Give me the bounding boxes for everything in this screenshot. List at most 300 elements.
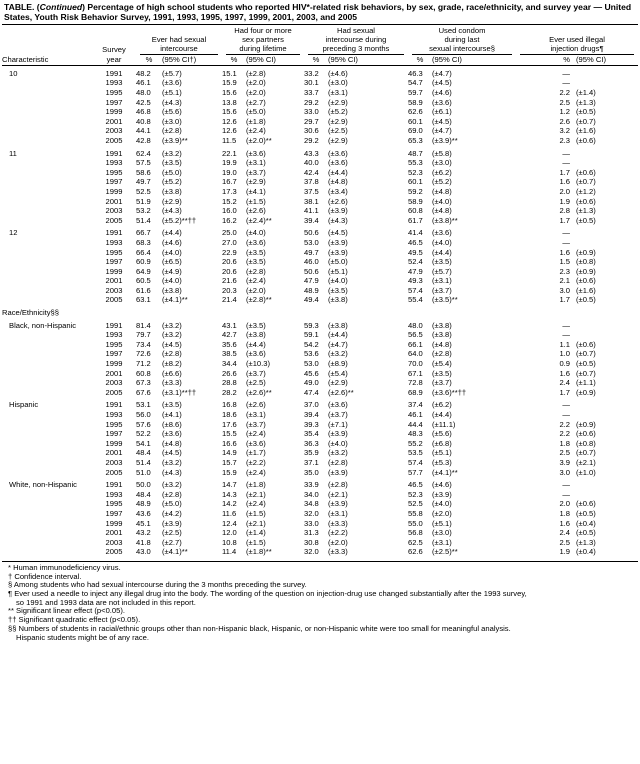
- table-row: [2, 248, 638, 258]
- cell-percent: 53.6: [304, 349, 319, 359]
- cell-percent: 33.7: [304, 88, 319, 97]
- cell-ci: (±2.7): [246, 97, 266, 107]
- cell-percent: 15.2: [222, 196, 237, 206]
- cell-ci: (±4.5): [432, 78, 452, 88]
- cell-percent: 55.3: [408, 158, 423, 168]
- cell-percent: 52.2: [136, 429, 151, 439]
- cell-ci: (±2.0): [246, 78, 266, 88]
- cell-percent: 28.8: [222, 378, 237, 388]
- cell-percent: 2.0: [559, 499, 571, 509]
- cell-percent: 61.6: [136, 285, 151, 295]
- cell-ci: (±0.5): [576, 295, 596, 305]
- cell-ci: (±2.2): [328, 528, 348, 538]
- cell-percent: 47.4: [304, 387, 319, 397]
- cell-ci: (±3.7): [432, 285, 452, 295]
- cell-ci: (±3.0): [328, 78, 348, 88]
- table-row: [2, 136, 638, 146]
- row-year: 1997: [105, 97, 123, 107]
- cell-ci: (±2.1): [246, 518, 266, 528]
- cell-percent: 58.9: [408, 97, 423, 107]
- cell-ci: (±3.5): [246, 257, 266, 267]
- table-row: [2, 78, 638, 88]
- cell-percent: 26.6: [222, 368, 237, 378]
- row-characteristic: [2, 378, 92, 388]
- cell-ci: (±6.8): [432, 438, 452, 448]
- cell-ci: (±0.6): [576, 135, 596, 145]
- cell-ci: (±1.8): [246, 480, 266, 490]
- table-row: [2, 477, 638, 490]
- table-row: [2, 88, 638, 98]
- header-ci-1: (95% CI†): [162, 55, 222, 66]
- table-row: [2, 107, 638, 117]
- cell-ci: (±0.9): [576, 419, 596, 429]
- row-characteristic: [2, 238, 92, 248]
- cell-percent: 62.6: [408, 547, 423, 557]
- cell-ci: (±3.7): [246, 419, 266, 429]
- cell-percent: 60.9: [136, 257, 151, 267]
- cell-percent: —: [562, 410, 571, 419]
- cell-ci: (±4.5): [432, 116, 452, 126]
- cell-ci: [576, 330, 638, 340]
- cell-ci: (±2.4): [246, 499, 266, 509]
- cell-percent: —: [562, 148, 571, 158]
- header-ci-3: (95% CI): [328, 55, 408, 66]
- cell-percent: —: [562, 68, 571, 78]
- cell-percent: 51.0: [136, 467, 151, 477]
- cell-ci: (±0.5): [576, 359, 596, 369]
- cell-ci: (±0.7): [576, 448, 596, 458]
- row-characteristic: [2, 197, 92, 207]
- cell-percent: 48.3: [408, 429, 423, 439]
- cell-percent: 1.6: [559, 247, 571, 257]
- cell-ci: (±2.4): [246, 276, 266, 286]
- cell-ci: (±3.6): [246, 237, 266, 247]
- table-header: [2, 25, 638, 66]
- cell-percent: 1.6: [559, 518, 571, 528]
- cell-percent: 37.4: [408, 400, 423, 410]
- table-row: [2, 257, 638, 267]
- cell-ci: (±0.4): [576, 547, 596, 557]
- cell-ci: (±3.1): [328, 88, 348, 97]
- header-group-4-line3: sexual intercourse§: [412, 44, 512, 54]
- cell-ci: (±3.1): [246, 410, 266, 419]
- cell-ci: (±3.9)**: [162, 135, 188, 145]
- row-characteristic: [2, 158, 92, 168]
- cell-percent: 53.1: [136, 400, 151, 410]
- cell-ci: (±2.0): [328, 537, 348, 547]
- cell-percent: 42.4: [304, 167, 319, 177]
- row-year: 1999: [105, 518, 123, 528]
- cell-ci: (±3.2): [328, 349, 348, 359]
- cell-percent: 14.9: [222, 448, 237, 458]
- cell-percent: 60.8: [408, 206, 423, 216]
- cell-percent: 14.3: [222, 489, 237, 499]
- cell-percent: 37.5: [304, 186, 319, 196]
- cell-ci: (±3.6): [246, 438, 266, 448]
- cell-ci: (±3.2): [162, 457, 182, 467]
- cell-percent: 52.3: [408, 489, 423, 499]
- row-characteristic: [2, 410, 92, 420]
- cell-ci: (±6.5): [162, 257, 182, 267]
- cell-percent: 58.6: [136, 167, 151, 177]
- cell-ci: (±4.9): [162, 266, 182, 276]
- cell-percent: 63.1: [136, 295, 151, 305]
- row-year: 1993: [105, 78, 123, 88]
- cell-percent: 1.7: [559, 295, 571, 305]
- cell-percent: 68.3: [136, 237, 151, 247]
- cell-ci: (±2.1): [328, 489, 348, 499]
- row-year: 2005: [105, 387, 123, 397]
- cell-percent: 11.6: [222, 508, 237, 518]
- cell-ci: (±3.3): [328, 518, 348, 528]
- row-characteristic: [2, 429, 92, 439]
- cell-ci: (±5.2): [328, 107, 348, 117]
- cell-ci: (±5.6): [162, 107, 182, 117]
- header-group-4-line2: during last: [444, 35, 480, 45]
- row-year: 1991: [105, 148, 123, 158]
- row-characteristic: [2, 78, 92, 88]
- cell-percent: 19.9: [222, 158, 237, 168]
- header-pct-5: %: [516, 55, 576, 66]
- cell-ci: (±3.7): [246, 167, 266, 177]
- row-year: 1991: [105, 228, 123, 238]
- cell-ci: (±2.7): [162, 537, 182, 547]
- header-group-1-line1: [136, 25, 222, 36]
- cell-percent: —: [562, 228, 571, 238]
- cell-ci: (±3.4): [328, 186, 348, 196]
- cell-percent: 60.8: [136, 368, 151, 378]
- cell-ci: (±3.8): [432, 320, 452, 330]
- cell-ci: (±4.6): [328, 68, 348, 78]
- cell-ci: (±1.4): [246, 528, 266, 538]
- cell-ci: (±1.3): [576, 206, 596, 216]
- cell-ci: (±3.0): [432, 158, 452, 168]
- cell-ci: (±4.7): [432, 68, 452, 78]
- row-characteristic: Black, non-Hispanic: [9, 320, 77, 330]
- cell-percent: 31.3: [304, 528, 319, 538]
- cell-percent: 15.7: [222, 457, 237, 467]
- header-pct-2: %: [222, 55, 246, 66]
- cell-ci: (±3.9)**: [432, 135, 458, 145]
- cell-percent: 43.6: [136, 508, 151, 518]
- cell-percent: 45.1: [136, 518, 151, 528]
- row-year: 2001: [105, 368, 123, 378]
- footnote: § Among students who had sexual intercourse during the 3 months preceding the survey.: [8, 580, 307, 590]
- cell-ci: (±3.2): [328, 448, 348, 458]
- cell-percent: 18.6: [222, 410, 237, 419]
- cell-ci: (±2.4): [246, 467, 266, 477]
- table-row: [2, 388, 638, 398]
- cell-ci: (±3.9): [432, 489, 452, 499]
- cell-ci: (±1.5): [246, 508, 266, 518]
- cell-percent: 37.8: [304, 177, 319, 187]
- table-row: [2, 420, 638, 430]
- cell-percent: 2.5: [559, 448, 571, 458]
- cell-ci: (±3.8): [432, 330, 452, 340]
- cell-percent: 52.3: [408, 167, 423, 177]
- title-prefix: TABLE. (: [4, 2, 40, 12]
- cell-percent: 34.8: [304, 499, 319, 509]
- cell-ci: (±3.0): [162, 116, 182, 126]
- cell-percent: 28.2: [222, 387, 237, 397]
- table-row: [2, 197, 638, 207]
- cell-percent: 39.4: [304, 215, 319, 225]
- row-year: 2001: [105, 196, 123, 206]
- cell-ci: (±6.6): [162, 368, 182, 378]
- cell-percent: 33.0: [304, 107, 319, 117]
- cell-percent: 67.6: [136, 387, 151, 397]
- row-characteristic: [2, 187, 92, 197]
- cell-ci: [576, 225, 638, 238]
- cell-ci: (±2.9): [162, 196, 182, 206]
- cell-percent: 15.1: [222, 68, 237, 78]
- table-row: [2, 177, 638, 187]
- cell-percent: 46.1: [136, 78, 151, 88]
- row-year: 2001: [105, 448, 123, 458]
- cell-percent: 15.9: [222, 467, 237, 477]
- cell-ci: (±5.2): [432, 177, 452, 187]
- cell-percent: 50.6: [304, 266, 319, 276]
- table-row: [2, 267, 638, 277]
- footnote: †† Significant quadratic effect (p<0.05).: [8, 615, 141, 625]
- data-table: [2, 24, 638, 557]
- cell-percent: 46.0: [304, 257, 319, 267]
- cell-ci: (±4.8): [432, 339, 452, 349]
- row-characteristic: [2, 267, 92, 277]
- cell-percent: 49.7: [304, 247, 319, 257]
- table-row: [2, 359, 638, 369]
- cell-ci: (±2.0)**: [246, 135, 272, 145]
- row-year: 1991: [105, 68, 123, 78]
- cell-ci: (±5.4): [432, 359, 452, 369]
- cell-percent: 35.9: [304, 448, 319, 458]
- row-characteristic: [2, 286, 92, 296]
- footnote: ** Significant linear effect (p<0.05).: [8, 606, 125, 616]
- cell-percent: 32.0: [304, 508, 319, 518]
- cell-ci: (±3.6): [328, 158, 348, 168]
- cell-ci: (±5.0): [246, 107, 266, 117]
- cell-percent: 60.1: [408, 116, 423, 126]
- cell-percent: 14.2: [222, 499, 237, 509]
- cell-percent: 3.0: [559, 285, 571, 295]
- cell-ci: (±5.1): [162, 88, 182, 97]
- cell-ci: (±3.8)**: [432, 215, 458, 225]
- cell-ci: (±4.3): [328, 215, 348, 225]
- cell-ci: (±4.7): [328, 339, 348, 349]
- cell-ci: (±4.2): [162, 508, 182, 518]
- cell-percent: 15.9: [222, 78, 237, 88]
- cell-ci: (±1.1): [576, 378, 596, 388]
- table-row: [2, 98, 638, 108]
- cell-ci: (±4.0): [432, 237, 452, 247]
- table-body: [2, 65, 638, 557]
- cell-ci: (±3.9): [328, 247, 348, 257]
- header-ci-4: (95% CI): [432, 55, 516, 66]
- cell-percent: 61.7: [408, 215, 423, 225]
- cell-percent: 72.6: [136, 349, 151, 359]
- table-row: [2, 318, 638, 331]
- cell-ci: (±3.1): [246, 158, 266, 168]
- row-year: 1999: [105, 359, 123, 369]
- cell-percent: 48.4: [136, 448, 151, 458]
- cell-ci: [576, 477, 638, 490]
- row-year: 1995: [105, 167, 123, 177]
- cell-percent: 1.6: [559, 368, 571, 378]
- table-row: [2, 65, 638, 78]
- cell-ci: (±2.5): [246, 378, 266, 388]
- row-year: 1993: [105, 158, 123, 168]
- cell-percent: 2.6: [559, 116, 571, 126]
- table-row: [2, 216, 638, 226]
- cell-ci: (±3.2): [162, 480, 182, 490]
- cell-percent: 41.1: [304, 206, 319, 216]
- cell-ci: (±0.5): [576, 508, 596, 518]
- header-group-2-line3: during lifetime: [226, 44, 300, 54]
- cell-ci: (±3.6): [328, 148, 348, 158]
- cell-percent: 54.2: [304, 339, 319, 349]
- cell-ci: (±2.4): [246, 126, 266, 136]
- title-rest: ) Percentage of high school students who reported HIV*-related risk behaviors, by sex, grade, race/ethnicity, and survey year — United States, Youth Risk Behavior Survey, 1991, 1993, 1995, 1997, 1999, 2001, 2003, and 2005: [4, 2, 632, 22]
- row-year: 1993: [105, 330, 123, 340]
- cell-ci: (±3.2): [162, 148, 182, 158]
- cell-percent: 48.0: [136, 88, 151, 97]
- cell-percent: 2.4: [559, 378, 571, 388]
- row-year: 1991: [105, 400, 123, 410]
- cell-percent: 59.2: [408, 186, 423, 196]
- cell-ci: (±3.5): [162, 400, 182, 410]
- cell-percent: 22.1: [222, 148, 237, 158]
- cell-percent: 47.9: [304, 276, 319, 286]
- cell-ci: (±3.9): [328, 429, 348, 439]
- cell-ci: (±8.6): [162, 419, 182, 429]
- cell-percent: 48.7: [408, 148, 423, 158]
- row-characteristic: [2, 276, 92, 286]
- cell-percent: 27.0: [222, 237, 237, 247]
- row-year: 1997: [105, 177, 123, 187]
- cell-ci: (±5.7): [432, 266, 452, 276]
- cell-percent: 79.7: [136, 330, 151, 340]
- row-characteristic: [2, 216, 92, 226]
- cell-percent: 68.9: [408, 387, 423, 397]
- cell-percent: 46.5: [408, 480, 423, 490]
- cell-percent: 34.0: [304, 489, 319, 499]
- cell-ci: (±3.5)**: [432, 295, 458, 305]
- row-year: 1999: [105, 107, 123, 117]
- cell-percent: 38.1: [304, 196, 319, 206]
- cell-percent: 69.0: [408, 126, 423, 136]
- cell-percent: 12.4: [222, 518, 237, 528]
- cell-ci: (±3.9): [328, 206, 348, 216]
- cell-ci: [576, 146, 638, 159]
- header-group-5-line1: [516, 25, 638, 36]
- cell-ci: (±3.3): [328, 547, 348, 557]
- table-row: [2, 349, 638, 359]
- table-row: [2, 519, 638, 529]
- cell-ci: (±3.9): [328, 499, 348, 509]
- cell-ci: (±1.8): [246, 116, 266, 126]
- cell-percent: 2.8: [559, 206, 571, 216]
- cell-ci: (±3.5): [432, 368, 452, 378]
- cell-ci: (±5.0): [162, 499, 182, 509]
- cell-ci: (±0.9): [576, 387, 596, 397]
- cell-ci: (±4.6): [432, 88, 452, 97]
- cell-percent: 37.0: [304, 400, 319, 410]
- cell-ci: (±3.5): [246, 247, 266, 257]
- row-characteristic: [2, 448, 92, 458]
- cell-percent: 53.0: [304, 359, 319, 369]
- cell-ci: (±6.2): [432, 400, 452, 410]
- table-row: [2, 330, 638, 340]
- header-group-5-line2: Ever used illegal: [549, 35, 605, 45]
- row-characteristic: [2, 388, 92, 398]
- cell-ci: (±0.6): [576, 167, 596, 177]
- cell-ci: (±2.4)**: [246, 215, 272, 225]
- row-characteristic: [2, 206, 92, 216]
- cell-ci: [576, 158, 638, 168]
- table-row: [2, 538, 638, 548]
- cell-percent: 49.7: [136, 177, 151, 187]
- cell-ci: (±3.6): [246, 349, 266, 359]
- cell-percent: 12.6: [222, 116, 237, 126]
- cell-ci: (±3.3): [162, 378, 182, 388]
- cell-ci: (±2.9): [328, 97, 348, 107]
- cell-percent: —: [562, 489, 571, 499]
- cell-ci: (±3.5): [328, 285, 348, 295]
- section-label: Race/Ethnicity§§: [2, 308, 59, 318]
- table-row: [2, 206, 638, 216]
- cell-ci: (±2.6)**: [328, 387, 354, 397]
- row-year: 2005: [105, 467, 123, 477]
- cell-percent: 19.0: [222, 167, 237, 177]
- cell-percent: 17.3: [222, 186, 237, 196]
- cell-ci: (±0.8): [576, 257, 596, 267]
- cell-ci: (±0.5): [576, 107, 596, 117]
- header-group-2-line1: Had four or more: [222, 25, 304, 36]
- cell-ci: (±3.6): [432, 97, 452, 107]
- row-year: 2001: [105, 276, 123, 286]
- cell-percent: 46.5: [408, 237, 423, 247]
- cell-ci: (±0.7): [576, 116, 596, 126]
- cell-ci: (±5.1): [432, 518, 452, 528]
- cell-ci: (±4.0): [162, 247, 182, 257]
- cell-ci: (±2.8): [162, 349, 182, 359]
- cell-ci: (±5.0): [162, 167, 182, 177]
- cell-ci: (±3.9): [328, 237, 348, 247]
- cell-ci: (±4.4): [432, 410, 452, 419]
- row-characteristic: [2, 490, 92, 500]
- row-year: 1997: [105, 508, 123, 518]
- cell-percent: —: [562, 158, 571, 168]
- cell-percent: 67.1: [408, 368, 423, 378]
- cell-percent: 32.0: [304, 547, 319, 557]
- cell-ci: (±0.9): [576, 266, 596, 276]
- row-year: 2005: [105, 295, 123, 305]
- cell-ci: (±2.2): [246, 457, 266, 467]
- cell-percent: 62.6: [408, 107, 423, 117]
- cell-percent: 62.5: [408, 537, 423, 547]
- cell-percent: 67.3: [136, 378, 151, 388]
- row-characteristic: 11: [9, 148, 17, 158]
- cell-ci: (±2.6): [246, 206, 266, 216]
- cell-ci: (±3.6): [328, 400, 348, 410]
- cell-ci: [576, 397, 638, 410]
- header-pct-4: %: [408, 55, 432, 66]
- cell-ci: (±1.3): [576, 97, 596, 107]
- cell-percent: 39.3: [304, 419, 319, 429]
- row-year: 2005: [105, 135, 123, 145]
- cell-percent: 15.5: [222, 429, 237, 439]
- table-row: [2, 439, 638, 449]
